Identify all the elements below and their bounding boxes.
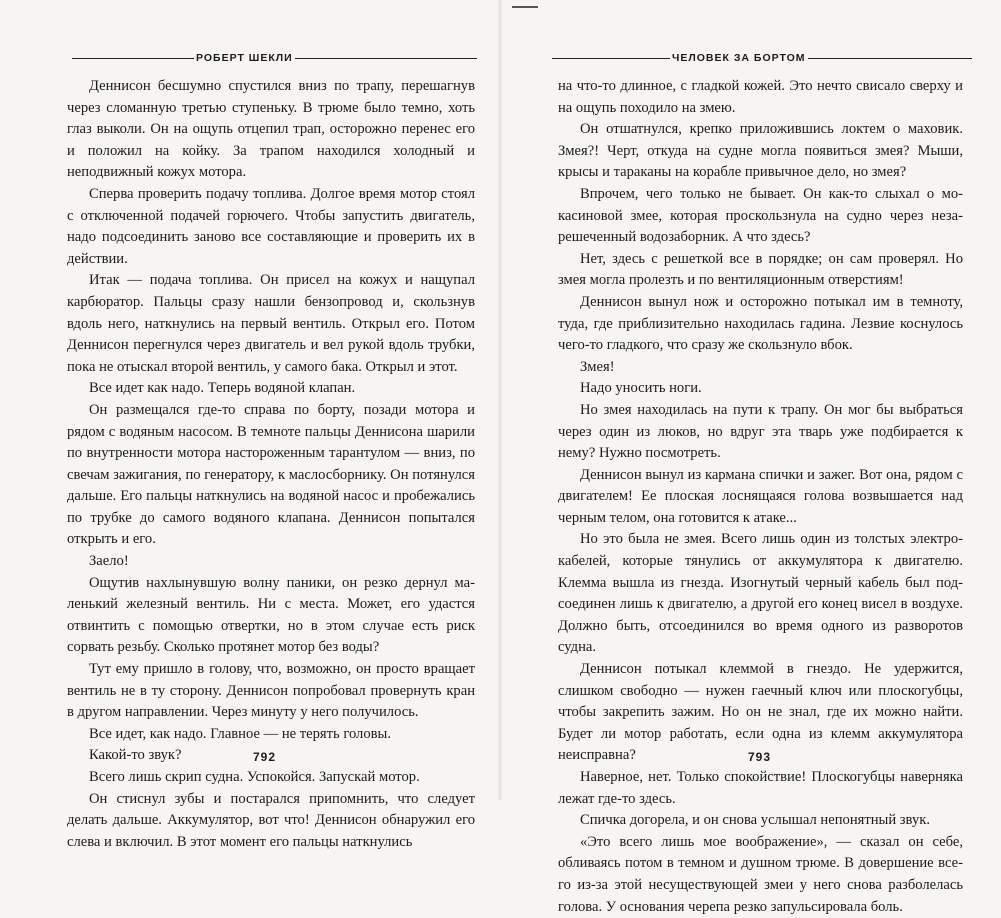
paragraph: Деннисон потыкал клеммой в гнездо. Не удержится, слишком свободно — нужен гаечный ключ или плоскогубцы, чтобы закрепить зажим. Но он не знал, где их можно найти. Будет ли мотор работать, если одна из клемм аккумулятора неисправна? xyxy=(558,661,963,764)
left-header xyxy=(72,44,477,64)
paragraph: Змея! xyxy=(580,358,615,375)
paragraph: Но змея находилась на пути к трапу. Он мог бы выбраться через один из люков, но вдруг эта тварь уже подбирается к нему? Нужно посмотреть. xyxy=(558,401,963,462)
paragraph: Какой-то звук? xyxy=(89,747,182,764)
paragraph: Всего лишь скрип судна. Успокойся. Запускай мотор. xyxy=(89,769,420,785)
right-page xyxy=(500,0,1001,915)
paragraph: Деннисон бесшумно спустился вниз по трапу, перешагнув через сломанную третью ступеньку. В трюме было темно, хоть глаз выколи. Он на ощупь отцепил трап, осторожно перенес его и положил на койку. За трапом находился холодный и неподвижный кожух мотора. xyxy=(67,78,475,181)
paragraph: Он размещался где-то справа по борту, позади мотора и рядом с водяным насосом. В темноте пальцы Деннисона шарили по внутренности мотора настороженным тарантулом — вниз, по свечам зажигания, по генератору, к маслосборнику. Он потянулся дальше. Его пальцы наткнулись на водяной насос и пробежались по трубке до самого водяного клапана. Деннисон попытался открыть и его. xyxy=(67,401,475,548)
paragraph: Он стиснул зубы и постарался припомнить, что следует делать дальше. Аккумулятор, вот что! Деннисон обнаружил его слева и включил. В этот момент его пальцы наткнулись xyxy=(67,790,475,850)
right-body-text xyxy=(558,76,963,918)
page-number-right: 793 xyxy=(748,750,772,764)
paragraph: Сперва проверить подачу топлива. Долгое время мотор стоял с отключенной подачей горючего. Чтобы запустить двигатель, надо подсоединить заново все составляющие и проверить их в действии. xyxy=(67,185,475,267)
paragraph: Тут ему пришло в голову, что, возможно, он просто вращает вентиль не в ту сторону. Деннисон попробовал провернуть кран в другом направлении. Через минуту у него получилось. xyxy=(67,661,475,721)
running-head-title: ЧЕЛОВЕК ЗА БОРТОМ xyxy=(672,52,806,64)
paragraph: Он отшатнулся, крепко приложившись локтем о маховик. Змея?! Черт, откуда на судне могла появиться змея? Мыши, крысы и тараканы на корабле привычное дело, но змея? xyxy=(558,121,963,181)
running-head-author: РОБЕРТ ШЕКЛИ xyxy=(196,52,293,64)
paragraph: Наверное, нет. Только спокойствие! Плоскогубцы наверняка лежат где-то здесь. xyxy=(558,769,963,807)
paragraph: «Это всего лишь мое воображение», — сказал он себе, обливаясь потом в темном и душном трюме. В довершение всего из-за этой несуществующей змеи у него снова разболелась голова. У основания черепа резко запульсировала боль. xyxy=(558,833,963,915)
paragraph: Надо уносить ноги. xyxy=(580,380,702,397)
paragraph: Впрочем, чего только не бывает. Он как-то слыхал о мокасиновой змее, которая проскользнула на судно через незарешеченный водозаборник. А что здесь? xyxy=(558,185,963,246)
left-body-text xyxy=(67,76,475,853)
left-page xyxy=(0,0,500,850)
paragraph: Деннисон вынул нож и осторожно потыкал им в темноту, туда, где приблизительно находилась гадина. Лезвие коснулось чего-то гладкого, что сразу же скользнуло вбок. xyxy=(558,293,963,354)
page-number-left: 792 xyxy=(253,750,277,764)
paragraph: Деннисон вынул из кармана спички и зажег. Вот она, рядом с двигателем! Ее плоская лоснящаяся голова возвышается над черным телом, она готовится к атаке... xyxy=(558,466,963,526)
paragraph: Все идет как надо. Теперь водяной клапан. xyxy=(89,380,356,397)
paragraph: Ощутив нахлынувшую волну паники, он резко дернул маленький железный вентиль. Ни с места. Может, его удастся отвинтить с помощью отвертки, но в этом случае есть риск сорвать резьбу. Сколько протянет мотор без воды? xyxy=(67,574,475,656)
paragraph: Заело! xyxy=(89,553,129,570)
paragraph-continuation: на что-то длинное, с гладкой кожей. Это нечто свисало сверху и на ощупь походило на змею. xyxy=(558,78,963,116)
paragraph: Все идет, как надо. Главное — не терять головы. xyxy=(89,725,391,742)
right-header xyxy=(552,44,972,64)
paragraph: Итак — подача топлива. Он присел на кожух и нащупал карбюратор. Пальцы сразу нашли бензопровод и, скользнув вдоль него, наткнулись на первый вентиль. Открыл его. Потом Деннисон перегнулся через двигатель и вел рукой вдоль трубки, пока не отыскал второй вентиль, у самого бака. Открыл и этот. xyxy=(67,272,475,375)
paragraph: Но это была не змея. Всего лишь один из толстых электрокабелей, которые тянулись от аккумулятора к двигателю. Клемма вышла из гнезда. Изогнутый черный кабель был подсоединен лишь к двигателю, а другой его конец висел в воздухе. Должно быть, отсоединился во время одного из разворотов судна. xyxy=(558,531,963,656)
paragraph: Нет, здесь с решеткой все в порядке; он сам проверял. Но змея могла пролезть и по вентиляционным отверстиям! xyxy=(558,250,963,289)
paragraph: Спичка догорела, и он снова услышал непонятный звук. xyxy=(580,812,930,829)
